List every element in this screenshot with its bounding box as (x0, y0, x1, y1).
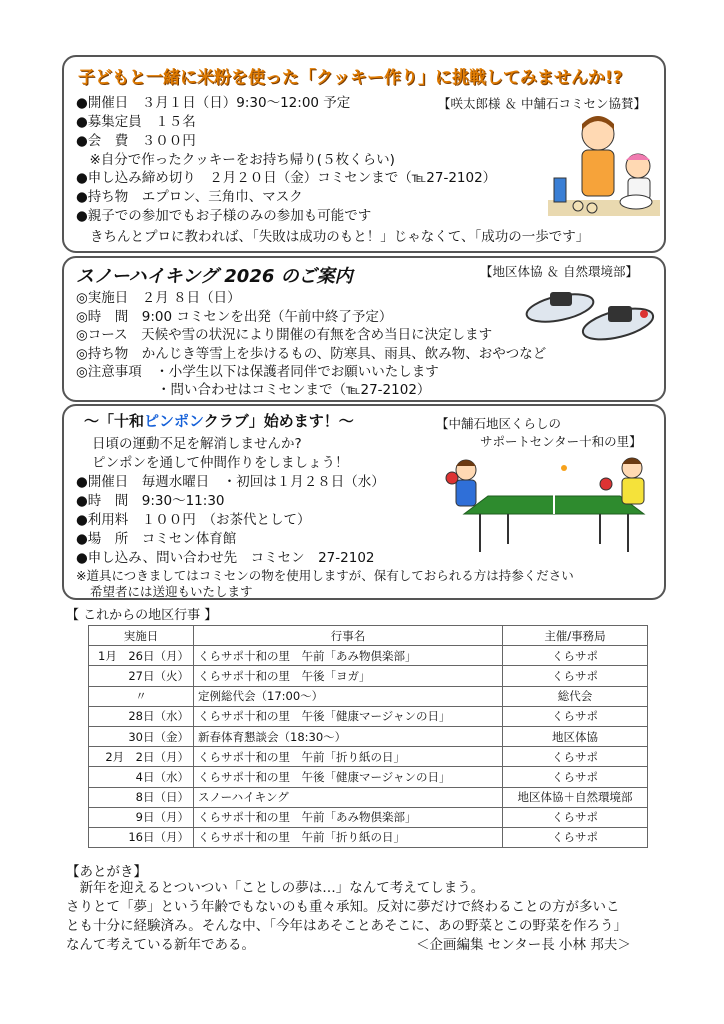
table-row (89, 767, 648, 787)
event-organizer: くらサポ (503, 706, 648, 726)
event-date: 16日（月） (89, 827, 194, 847)
table-row (89, 827, 648, 847)
cookie-line-5: ●申し込み締め切り ２月２０日（金）コミセンまで（℡27-2102） (76, 170, 497, 186)
header-event: 行事名 (194, 626, 503, 646)
pingpong-line-2: ピンポンを通して仲間作りをしましょう！ (92, 455, 349, 471)
pingpong-note-1: ※道具につきましてはコミセンの物を使用しますが、保有しておられる方は持参ください (76, 568, 574, 583)
event-date: 27日（火） (89, 666, 194, 686)
table-row (89, 726, 648, 746)
snow-line-5: ◎注意事項 ・小学生以下は保護者同伴でお願いいたします (76, 364, 439, 380)
cookie-line-1: ●開催日 ３月１日（日）9:30〜12:00 予定 (76, 95, 351, 111)
pingpong-line-7: ●申し込み、問い合わせ先 コミセン 27-2102 (76, 550, 375, 566)
event-name: くらサポ十和の里 午後「健康マージャンの日」 (194, 767, 503, 787)
event-date: 4日（水） (89, 767, 194, 787)
event-organizer: 総代会 (503, 686, 648, 706)
event-organizer: くらサポ (503, 666, 648, 686)
table-row (89, 666, 648, 686)
event-date: 2月 2日（月） (89, 747, 194, 767)
event-organizer: くらサポ (503, 747, 648, 767)
table-row (89, 686, 648, 706)
snow-hiking-title: スノーハイキング 2026 のご案内 (76, 266, 353, 287)
cookie-line-6: ●持ち物 エプロン、三角巾、マスク (76, 189, 303, 205)
event-name: くらサポ十和の里 午前「折り紙の日」 (194, 747, 503, 767)
pingpong-title: 〜「十和ピンポンクラブ」始めます！〜 (84, 412, 354, 430)
table-row (89, 807, 648, 827)
table-header-row (89, 626, 648, 646)
event-name: スノーハイキング (194, 787, 503, 807)
event-name: くらサポ十和の里 午前「あみ物倶楽部」 (194, 646, 503, 666)
snow-hiking-org: 【地区体協 ＆ 自然環境部】 (480, 264, 638, 279)
cookie-closing: きちんとプロに教われば、「失敗は成功のもと！」じゃなくて、「成功の一歩です」 (90, 229, 590, 245)
table-row (89, 747, 648, 767)
table-row (89, 787, 648, 807)
snow-line-3: ◎コース 天候や雪の状況により開催の有無を含め当日に決定します (76, 327, 493, 343)
pingpong-line-3: ●開催日 毎週水曜日 ・初回は１月２８日（水） (76, 474, 385, 490)
header-organizer: 主催/事務局 (503, 626, 648, 646)
event-organizer: 地区体協 (503, 726, 648, 746)
event-date: 1月 26日（月） (89, 646, 194, 666)
pingpong-line-6: ●場 所 コミセン体育館 (76, 531, 237, 547)
event-name: 新春体育懇談会（18:30〜） (194, 726, 503, 746)
cookie-line-2: ●募集定員 １５名 (76, 114, 196, 130)
event-organizer: 地区体協＋自然環境部 (503, 787, 648, 807)
cookie-line-3: ●会 費 ３００円 (76, 133, 196, 149)
event-date: 9日（月） (89, 807, 194, 827)
cookie-sponsor: 【咲太郎様 ＆ 中舗石コミセン協賛】 (438, 96, 646, 111)
cookie-section-title: 子どもと一緒に米粉を使った「クッキー作り」に挑戦してみませんか!? (78, 68, 623, 88)
event-name: くらサポ十和の里 午前「折り紙の日」 (194, 827, 503, 847)
table-row (89, 706, 648, 726)
pingpong-line-1: 日頃の運動不足を解消しませんか? (92, 436, 302, 452)
snow-line-4: ◎持ち物 かんじき等雪上を歩けるもの、防寒具、雨具、飲み物、おやつなど (76, 346, 547, 362)
event-organizer: くらサポ (503, 646, 648, 666)
event-organizer: くらサポ (503, 827, 648, 847)
snow-line-1: ◎実施日 ２月 ８日（日） (76, 290, 241, 306)
afterword-line-3: とも十分に経験済み。そんな中、「今年はあそことあそこに、あの野菜とこの野菜を作ろう」 (66, 918, 628, 934)
pingpong-org-line2: サポートセンター十和の里】 (480, 434, 642, 449)
afterword-line-4: なんて考えている新年である。 (66, 937, 255, 953)
table-row (89, 646, 648, 666)
header-date: 実施日 (89, 626, 194, 646)
pingpong-line-5: ●利用料 １００円 （お茶代として） (76, 512, 311, 528)
snowshoes-illustration (520, 278, 660, 348)
events-heading: 【 これからの地区行事 】 (66, 608, 218, 623)
event-organizer: くらサポ (503, 767, 648, 787)
event-organizer: くらサポ (503, 807, 648, 827)
event-date: 30日（金） (89, 726, 194, 746)
snow-line-2: ◎時 間 9:00 コミセンを出発（午前中終了予定） (76, 309, 393, 325)
table-tennis-illustration (444, 448, 660, 558)
afterword-line-2: さりとて「夢」という年齢でもないのも重々承知。反対に夢だけで終わることの方が多いこ (66, 899, 620, 915)
events-table (88, 625, 648, 848)
afterword-signature: ＜企画編集 センター長 小林 邦夫＞ (416, 937, 631, 953)
event-name: くらサポ十和の里 午前「あみ物倶楽部」 (194, 807, 503, 827)
pingpong-line-4: ●時 間 9:30〜11:30 (76, 493, 225, 509)
pingpong-org-line1: 【中舗石地区くらしの (436, 416, 562, 431)
event-date: 8日（日） (89, 787, 194, 807)
snow-line-6: ・問い合わせはコミセンまで（℡27-2102） (76, 382, 431, 398)
event-name: くらサポ十和の里 午後「ヨガ」 (194, 666, 503, 686)
cookie-line-7: ●親子での参加でもお子様のみの参加も可能です (76, 208, 372, 224)
event-date: 28日（水） (89, 706, 194, 726)
afterword-heading: 【あとがき】 (66, 864, 147, 880)
cooking-illustration (548, 108, 660, 220)
event-name: 定例総代会（17:00〜） (194, 686, 503, 706)
event-name: くらサポ十和の里 午後「健康マージャンの日」 (194, 706, 503, 726)
pingpong-note-2: 希望者には送迎もいたします (90, 584, 253, 599)
event-date: 〃 (89, 686, 194, 706)
cookie-line-4: ※自分で作ったクッキーをお持ち帰り(５枚くらい) (76, 152, 395, 168)
afterword-line-1: 新年を迎えるとついつい「ことしの夢は…」なんて考えてしまう。 (66, 880, 485, 896)
